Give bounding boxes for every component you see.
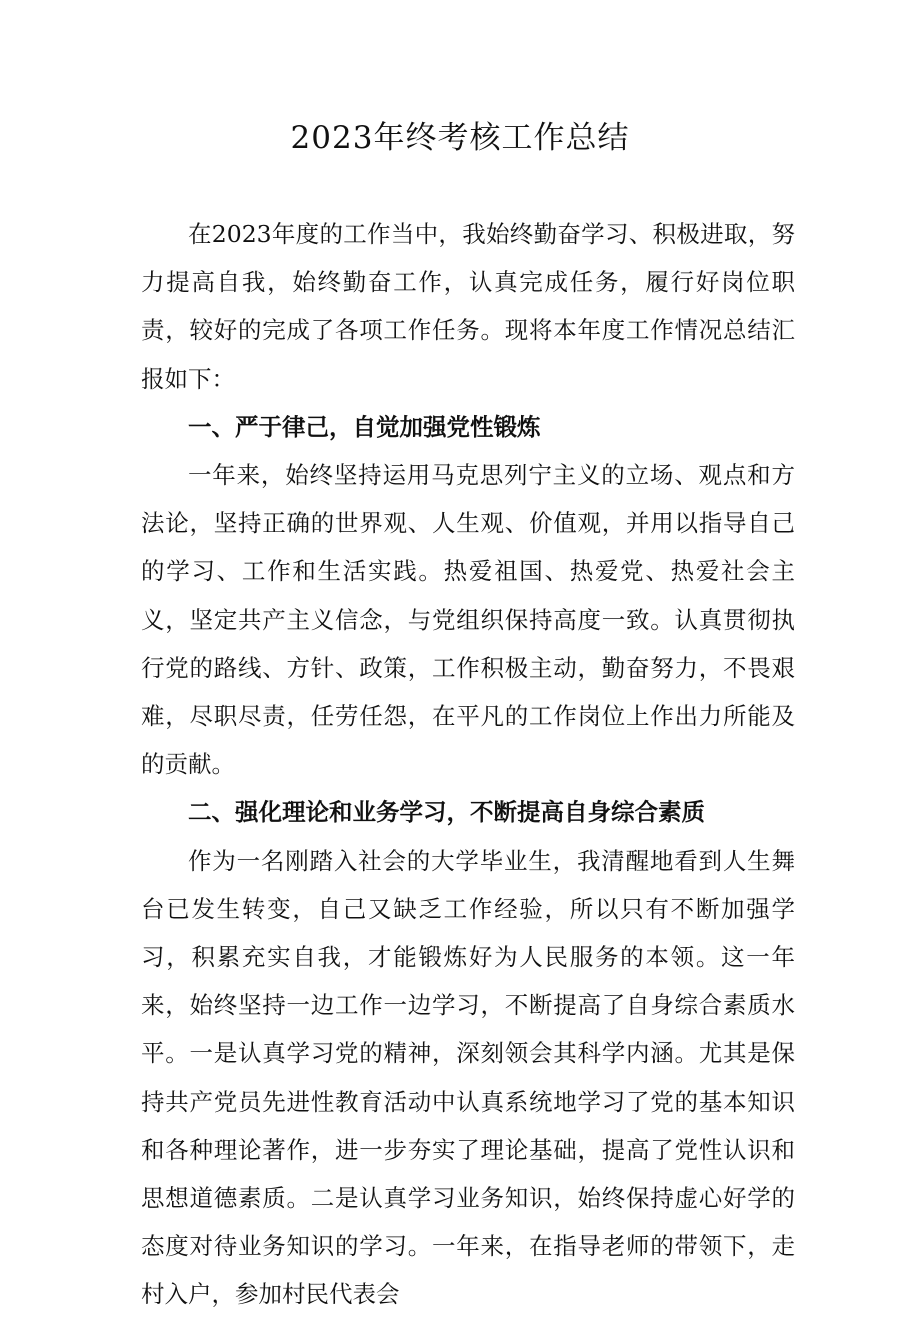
section-2-paragraph: 作为一名刚踏入社会的大学毕业生，我清醒地看到人生舞台已发生转变，自己又缺乏工作经验，所以只有不断加强学习，积累充实自我，才能锻炼好为人民服务的本领。这一年来，始终坚持一边工作一边学习，不断提高了自身综合素质水平。一是认真学习党的精神，深刻领会其科学内涵。尤其是保持共产党员先进性教育活动中认真系统地学习了党的基本知识和各种理论著作，进一步夯实了理论基础，提高了党性认识和思想道德素质。二是认真学习业务知识，始终保持虚心好学的态度对待业务知识的学习。一年来，在指导老师的带领下，走村入户，参加村民代表会 [141,846,795,1309]
intro-paragraph: 在2023年度的工作当中，我始终勤奋学习、积极进取，努力提高自我，始终勤奋工作，认真完成任务，履行好岗位职责，较好的完成了各项工作任务。现将本年度工作情况总结汇报如下： [141,220,795,393]
section-1-heading: 一、严于律己，自觉加强党性锻炼 [188,412,541,441]
document-body [141,210,795,1319]
document-title: 2023年终考核工作总结 [290,120,630,156]
section-1-paragraph: 一年来，始终坚持运用马克思列宁主义的立场、观点和方法论，坚持正确的世界观、人生观、价值观，并用以指导自己的学习、工作和生活实践。热爱祖国、热爱党、热爱社会主义，坚定共产主义信念，与党组织保持高度一致。认真贯彻执行党的路线、方针、政策，工作积极主动，勤奋努力，不畏艰难，尽职尽责，任劳任怨，在平凡的工作岗位上作出力所能及的贡献。 [141,461,795,779]
section-2-heading: 二、强化理论和业务学习，不断提高自身综合素质 [188,798,705,827]
